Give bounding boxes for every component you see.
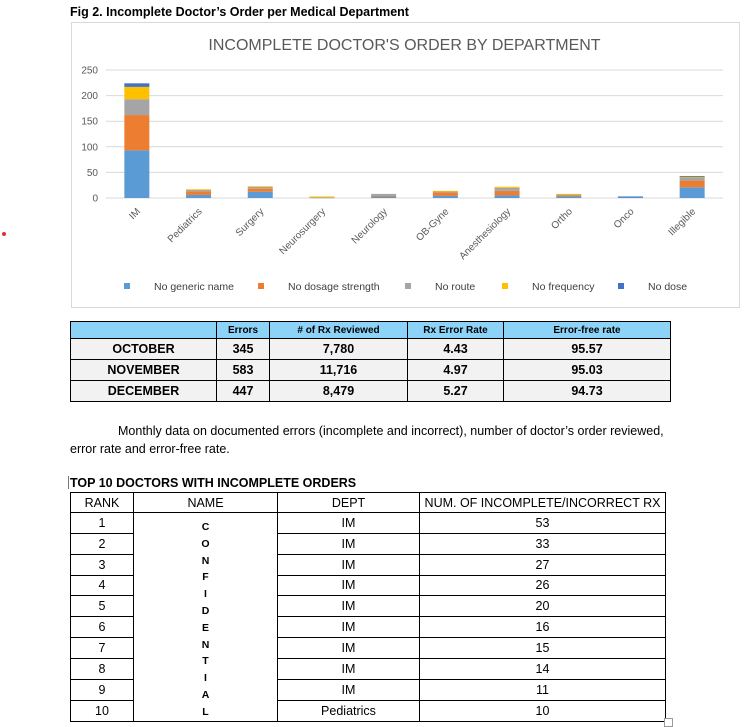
count-cell: 14 xyxy=(420,658,666,679)
rank-cell: 1 xyxy=(71,513,134,534)
bar-segment xyxy=(124,150,149,198)
confidential-letter: L xyxy=(202,705,209,718)
dept-cell: IM xyxy=(278,554,420,575)
text-cursor xyxy=(68,476,69,489)
rank-cell: 6 xyxy=(71,617,134,638)
margin-marker xyxy=(2,232,6,236)
bar-segment xyxy=(495,188,520,191)
chart-container[interactable] xyxy=(71,22,740,308)
stats-header-cell: Error-free rate xyxy=(504,322,671,339)
bar-segment xyxy=(248,192,273,198)
legend-swatch xyxy=(405,283,411,289)
legend-swatch xyxy=(124,283,130,289)
rank-cell: 2 xyxy=(71,533,134,554)
top10-title xyxy=(68,476,356,490)
stats-error-free-rate: 94.73 xyxy=(504,381,671,402)
bar-segment xyxy=(248,189,273,192)
stats-reviewed: 7,780 xyxy=(270,339,408,360)
chart-title: INCOMPLETE DOCTOR'S ORDER BY DEPARTMENT xyxy=(208,37,601,54)
bar-segment xyxy=(556,195,581,196)
stats-header-cell xyxy=(71,322,217,339)
dept-cell: IM xyxy=(278,575,420,596)
bar-segment xyxy=(248,186,273,187)
rank-cell: 3 xyxy=(71,554,134,575)
count-cell: 10 xyxy=(420,700,666,721)
stats-month: OCTOBER xyxy=(71,339,217,360)
bar-segment xyxy=(680,181,705,188)
figure-caption: Fig 2. Incomplete Doctor’s Order per Medical Department xyxy=(70,5,409,19)
top10-header-row xyxy=(71,493,666,513)
confidential-letter: N xyxy=(201,638,210,651)
rank-cell: 9 xyxy=(71,679,134,700)
stats-header-cell: # of Rx Reviewed xyxy=(270,322,408,339)
y-tick-label: 250 xyxy=(81,65,98,77)
dept-cell: Pediatrics xyxy=(278,700,420,721)
stats-row xyxy=(71,360,671,381)
x-tick-label: Illegible xyxy=(666,206,699,239)
bar-segment xyxy=(124,115,149,150)
x-tick-label: Onco xyxy=(611,206,637,232)
x-tick-label: Ortho xyxy=(549,206,575,232)
stacked-bar-chart xyxy=(72,23,739,307)
stats-month: NOVEMBER xyxy=(71,360,217,381)
rank-header: RANK xyxy=(71,493,134,513)
count-cell: 53 xyxy=(420,513,666,534)
legend-swatch xyxy=(258,283,264,289)
dept-cell: IM xyxy=(278,617,420,638)
count-cell: 20 xyxy=(420,596,666,617)
x-tick-label: IM xyxy=(127,206,143,222)
confidential-name-cell xyxy=(134,513,278,722)
bar-segment xyxy=(186,191,211,195)
dept-cell: IM xyxy=(278,679,420,700)
bar-segment xyxy=(371,196,396,197)
bar-segment xyxy=(248,187,273,189)
bar-segment xyxy=(680,176,705,177)
stats-error-rate: 4.97 xyxy=(408,360,504,381)
bar-segment xyxy=(186,195,211,198)
stats-header-cell: Rx Error Rate xyxy=(408,322,504,339)
count-cell: 11 xyxy=(420,679,666,700)
y-tick-label: 100 xyxy=(81,142,98,154)
bar-segment xyxy=(124,99,149,115)
legend-label: No dose xyxy=(648,281,688,293)
y-tick-label: 0 xyxy=(92,193,98,205)
x-tick-label: Pediatrics xyxy=(165,206,205,246)
legend-label: No dosage strength xyxy=(288,281,380,293)
count-cell: 26 xyxy=(420,575,666,596)
count-cell: 33 xyxy=(420,533,666,554)
dept-cell: IM xyxy=(278,658,420,679)
legend-label: No frequency xyxy=(532,281,595,293)
confidential-letter: E xyxy=(201,621,209,634)
rank-cell: 7 xyxy=(71,638,134,659)
count-cell: 16 xyxy=(420,617,666,638)
top10-doctors-table xyxy=(70,492,666,722)
confidential-label xyxy=(134,513,277,721)
bar-segment xyxy=(680,187,705,198)
stats-errors: 583 xyxy=(217,360,270,381)
table-row xyxy=(71,513,666,534)
confidential-letter: C xyxy=(201,521,210,533)
rank-cell: 10 xyxy=(71,700,134,721)
confidential-letter: D xyxy=(201,604,210,617)
x-tick-label: Neurology xyxy=(349,206,390,247)
stats-reviewed: 11,716 xyxy=(270,360,408,381)
top10-title-text: TOP 10 DOCTORS WITH INCOMPLETE ORDERS xyxy=(70,476,357,490)
stats-errors: 447 xyxy=(217,381,270,402)
stats-error-rate: 4.43 xyxy=(408,339,504,360)
stats-row xyxy=(71,381,671,402)
bar-segment xyxy=(433,196,458,198)
bar-segment xyxy=(124,87,149,99)
confidential-letter: I xyxy=(204,588,207,601)
legend-label: No generic name xyxy=(154,281,234,293)
bar-segment xyxy=(556,194,581,195)
x-tick-label: Neurosurgery xyxy=(277,206,329,257)
bar-segment xyxy=(309,196,334,197)
confidential-letter: O xyxy=(201,537,210,550)
x-tick-label: Surgery xyxy=(233,206,267,239)
legend-label: No route xyxy=(435,281,476,293)
bar-segment xyxy=(433,192,458,196)
bar-segment xyxy=(495,191,520,196)
stats-errors: 345 xyxy=(217,339,270,360)
stats-error-rate: 5.27 xyxy=(408,381,504,402)
count-cell: 27 xyxy=(420,554,666,575)
bar-segment xyxy=(556,196,581,198)
rank-cell: 4 xyxy=(71,575,134,596)
rank-cell: 8 xyxy=(71,658,134,679)
x-tick-label: OB-Gyne xyxy=(414,206,452,244)
description-text: Monthly data on documented errors (incomplete and incorrect), number of doctor’s order reviewed, error rate and error-free rate. xyxy=(70,424,664,456)
stats-reviewed: 8,479 xyxy=(270,381,408,402)
dept-header: DEPT xyxy=(278,493,420,513)
dept-cell: IM xyxy=(278,533,420,554)
stats-header-cell: Errors xyxy=(217,322,270,339)
dept-cell: IM xyxy=(278,638,420,659)
rank-cell: 5 xyxy=(71,596,134,617)
stats-error-free-rate: 95.57 xyxy=(504,339,671,360)
stats-header-row xyxy=(71,322,671,339)
y-tick-label: 150 xyxy=(81,116,98,128)
confidential-letter: N xyxy=(201,554,210,567)
bar-segment xyxy=(495,187,520,188)
bar-segment xyxy=(618,196,643,197)
monthly-stats-table xyxy=(70,321,671,402)
x-tick-label: Anesthesiology xyxy=(457,206,514,263)
confidential-letter: A xyxy=(201,688,210,701)
y-tick-label: 200 xyxy=(81,91,98,103)
name-header: NAME xyxy=(134,493,278,513)
y-tick-label: 50 xyxy=(86,167,98,179)
bar-segment xyxy=(680,178,705,181)
bar-segment xyxy=(371,194,396,196)
stats-month: DECEMBER xyxy=(71,381,217,402)
bar-segment xyxy=(309,197,334,198)
bar-segment xyxy=(124,83,149,87)
description-paragraph xyxy=(70,422,670,458)
bar-segment xyxy=(433,191,458,192)
count-header: NUM. OF INCOMPLETE/INCORRECT RX xyxy=(420,493,666,513)
stats-error-free-rate: 95.03 xyxy=(504,360,671,381)
legend-swatch xyxy=(618,283,624,289)
legend-swatch xyxy=(502,283,508,289)
confidential-letter: I xyxy=(204,672,207,685)
dept-cell: IM xyxy=(278,596,420,617)
dept-cell: IM xyxy=(278,513,420,534)
bar-segment xyxy=(495,195,520,198)
confidential-letter: T xyxy=(202,655,209,668)
count-cell: 15 xyxy=(420,638,666,659)
bar-segment xyxy=(186,189,211,190)
stats-row xyxy=(71,339,671,360)
confidential-letter: F xyxy=(202,571,209,584)
